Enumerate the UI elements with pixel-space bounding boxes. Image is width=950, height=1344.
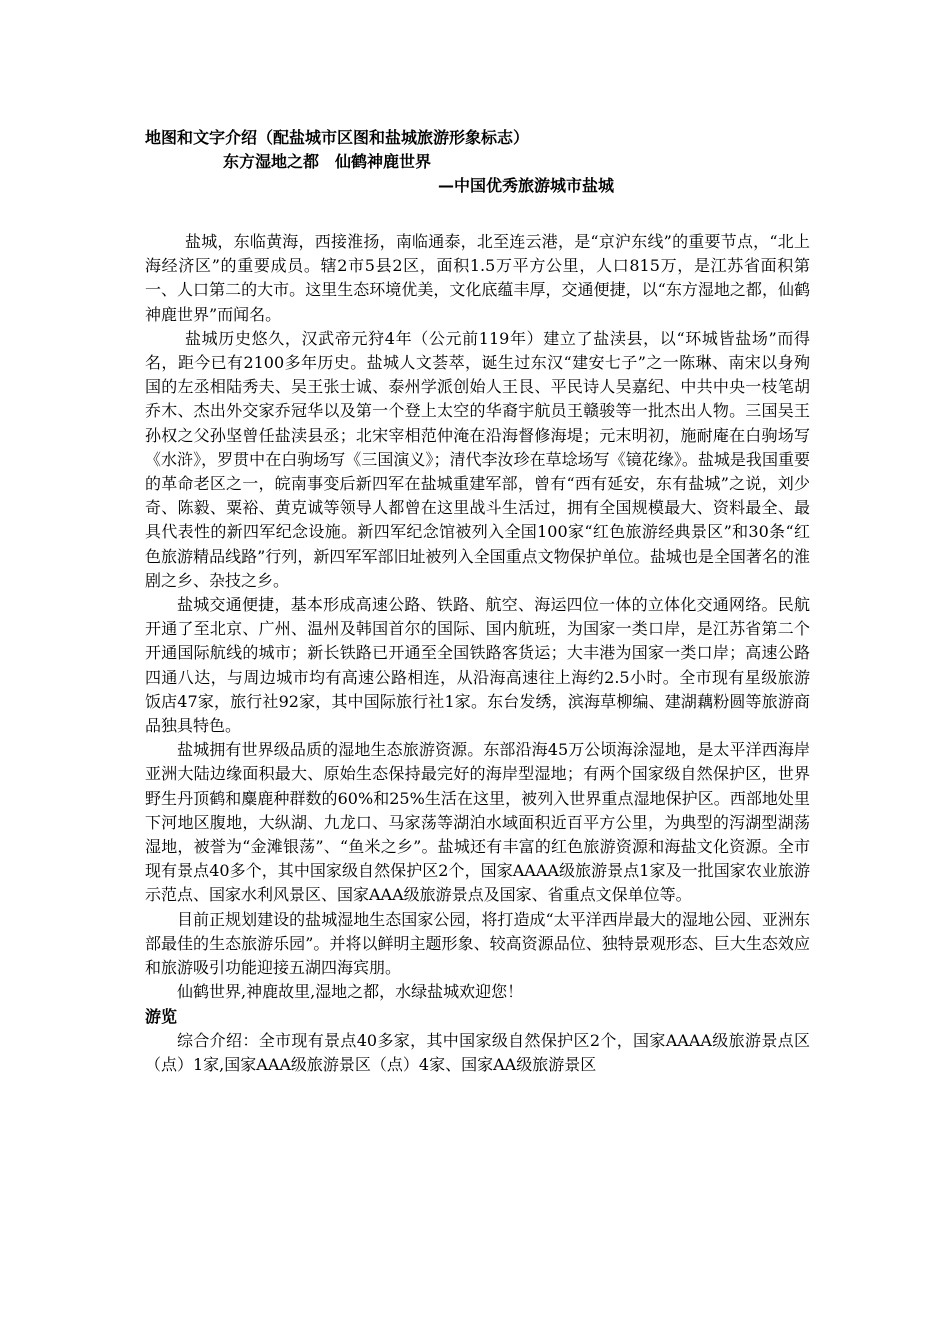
paragraph-welcome: 仙鹤世界,神鹿故里,湿地之都，水绿盐城欢迎您！	[177, 982, 524, 1002]
section-title-tour: 游览	[145, 1006, 178, 1026]
paragraph-tour-intro: 综合介绍：全市现有景点40多家，其中国家级自然保护区2个，国家AAAA级旅游景点区（点）1家,国家AAA级旅游景区（点）4家、国家AA级旅游景区	[145, 1030, 810, 1074]
document-title: 地图和文字介绍（配盐城市区图和盐城旅游形象标志）	[145, 128, 530, 147]
slogan-line: 东方湿地之都 仙鹤神鹿世界	[223, 152, 432, 171]
document-body	[145, 122, 810, 1077]
paragraph-wetland: 盐城拥有世界级品质的湿地生态旅游资源。东部沿海45万公顷海涂湿地，是太平洋西海岸亚洲大陆边缘面积最大、原始生态保持最完好的海岸型湿地；有两个国家级自然保护区，世界野生丹顶鹤和麋鹿种群数的60%和25%生活在这里，被列入世界重点湿地保护区。西部地处里下河地区腹地，大纵湖、九龙口、马家荡等湖泊水域面积近百平方公里，为典型的泻湖型湖荡湿地，被誉为“金滩银荡”、“鱼米之乡”。盐城还有丰富的红色旅游资源和海盐文化资源。全市现有景点40多个，其中国家级自然保护区2个，国家AAAA级旅游景点1家及一批国家农业旅游示范点、国家水利风景区、国家AAA级旅游景点及国家、省重点文保单位等。	[145, 740, 810, 905]
spacer	[145, 198, 810, 230]
subtitle-line: —中国优秀旅游城市盐城	[438, 176, 615, 195]
paragraph-overview: 盐城，东临黄海，西接淮扬，南临通泰，北至连云港，是“京沪东线”的重要节点，“北上海经济区”的重要成员。辖2市5县2区，面积1.5万平方公里，人口815万，是江苏省面积第一、人口第二的大市。这里生态环境优美，文化底蕴丰厚，交通便捷，以“东方湿地之都，仙鹤神鹿世界”而闻名。	[145, 232, 810, 324]
paragraph-transport: 盐城交通便捷，基本形成高速公路、铁路、航空、海运四位一体的立体化交通网络。民航开通了至北京、广州、温州及韩国首尔的国际、国内航班，为国家一类口岸，是江苏省第二个开通国际航线的城市；新长铁路已开通至全国铁路客货运；大丰港为国家一类口岸；高速公路四通八达，与周边城市均有高速公路相连，从沿海高速往上海约2.5小时。全市现有星级旅游饭店47家，旅行社92家，其中国际旅行社1家。东台发绣，滨海草柳编、建湖藕粉圆等旅游商品独具特色。	[145, 595, 810, 736]
paragraph-history: 盐城历史悠久，汉武帝元狩4年（公元前119年）建立了盐渎县，以“环城皆盐场”而得名，距今已有2100多年历史。盐城人文荟萃，诞生过东汉“建安七子”之一陈琳、南宋以身殉国的左丞相陆秀夫、吴王张士诚、泰州学派创始人王艮、平民诗人吴嘉纪、中共中央一枝笔胡乔木、杰出外交家乔冠华以及第一个登上太空的华裔宇航员王赣骏等一批杰出人物。三国吴王孙权之父孙坚曾任盐渎县丞；北宋宰相范仲淹在沿海督修海堤；元末明初，施耐庵在白驹场写《水浒》，罗贯中在白驹场写《三国演义》；清代李汝珍在草埝场写《镜花缘》。盐城是我国重要的革命老区之一，皖南事变后新四军在盐城重建军部，曾有“西有延安，东有盐城”之说，刘少奇、陈毅、粟裕、黄克诚等领导人都曾在这里战斗生活过，拥有全国规模最大、资料最全、最具代表性的新四军纪念设施。新四军纪念馆被列入全国100家“红色旅游经典景区”和30条“红色旅游精品线路”行列，新四军军部旧址被列入全国重点文物保护单位。盐城也是全国著名的淮剧之乡、杂技之乡。	[145, 328, 810, 590]
paragraph-park-plan: 目前正规划建设的盐城湿地生态国家公园，将打造成“太平洋西岸最大的湿地公园、亚洲东部最佳的生态旅游乐园”。并将以鲜明主题形象、较高资源品位、独特景观形态、巨大生态效应和旅游吸引功能迎接五湖四海宾朋。	[145, 909, 810, 978]
